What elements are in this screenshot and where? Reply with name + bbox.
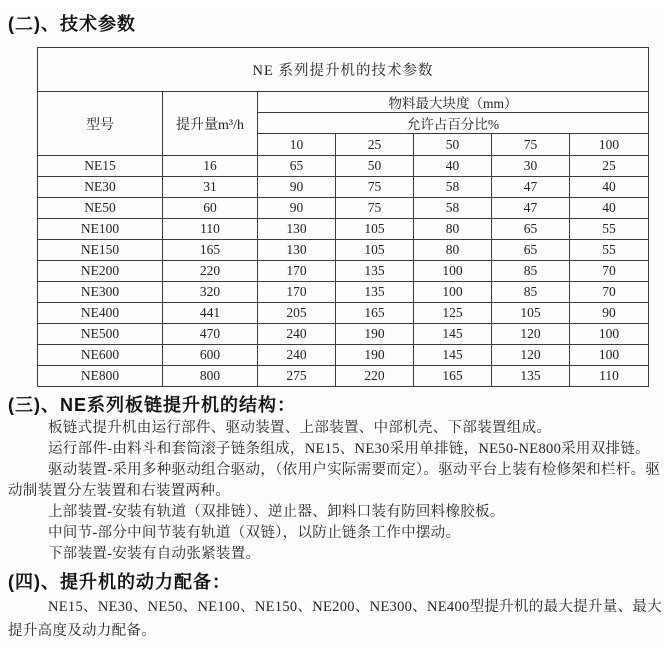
percent-cell: 80 [414,240,492,261]
column-header-model: 型号 [38,92,163,156]
percent-cell: 80 [414,219,492,240]
paragraph-line: 驱动装置-采用多种驱动组合驱动，（依用户实际需要而定）。驱动平台上装有检修架和栏杆。驱 [48,462,661,478]
percent-cell: 58 [414,177,492,198]
percent-cell: 40 [570,198,649,219]
paragraph-line: 板链式提升机由运行部件、驱动装置、上部装置、中部机壳、下部装置组成。 [48,420,552,436]
column-group-header-lump-size: 物料最大块度（mm） [258,92,649,113]
model-cell: NE400 [38,303,163,324]
section-3-structure [8,394,661,565]
percent-cell: 58 [414,198,492,219]
model-cell: NE800 [38,366,163,387]
table-header-row-1 [38,92,649,113]
percent-cell: 120 [492,345,570,366]
percent-cell: 100 [570,324,649,345]
percent-cell: 65 [492,240,570,261]
percent-cell: 70 [570,261,649,282]
table-row [38,240,649,261]
percent-cell: 85 [492,261,570,282]
percent-cell: 90 [570,303,649,324]
percent-cell: 165 [414,366,492,387]
paragraph-line: 中间节-部分中间节装有轨道（双链），以防止链条工作中摆动。 [48,525,461,541]
percent-cell: 47 [492,198,570,219]
percent-cell: 75 [336,177,414,198]
capacity-cell: 441 [163,303,258,324]
percent-cell: 70 [570,282,649,303]
percent-cell: 100 [414,261,492,282]
model-cell: NE15 [38,156,163,177]
section-2-heading: (二)、技术参数 [8,14,136,34]
percent-cell: 145 [414,324,492,345]
capacity-cell: 16 [163,156,258,177]
percent-cell: 65 [492,219,570,240]
percent-cell: 25 [570,156,649,177]
percent-cell: 90 [258,198,336,219]
percent-cell: 275 [258,366,336,387]
percent-cell: 170 [258,261,336,282]
percent-cell: 85 [492,282,570,303]
column-header-capacity: 提升量m³/h [163,92,258,156]
section-4-power [8,571,662,643]
percent-cell: 135 [336,261,414,282]
percent-cell: 105 [492,303,570,324]
table-row [38,345,649,366]
model-cell: NE150 [38,240,163,261]
capacity-cell: 800 [163,366,258,387]
percent-cell: 30 [492,156,570,177]
percent-cell: 55 [570,219,649,240]
capacity-cell: 110 [163,219,258,240]
capacity-cell: 220 [163,261,258,282]
paragraph-line: NE15、NE30、NE50、NE100、NE150、NE200、NE300、NE400型提升机的最大提升量、最大 [48,599,662,615]
percent-cell: 65 [258,156,336,177]
percent-cell: 105 [336,240,414,261]
paragraph-line: 提升高度及动力配备。 [8,623,156,639]
percent-cell: 135 [492,366,570,387]
capacity-cell: 600 [163,345,258,366]
size-col-header: 50 [414,134,492,156]
table-row [38,177,649,198]
percent-cell: 50 [336,156,414,177]
percent-cell: 105 [336,219,414,240]
percent-cell: 190 [336,345,414,366]
percent-cell: 170 [258,282,336,303]
document-page [0,10,666,646]
section-4-heading: (四)、提升机的动力配备： [8,572,231,592]
table-row [38,156,649,177]
percent-cell: 110 [570,366,649,387]
percent-cell: 240 [258,345,336,366]
size-col-header: 25 [336,134,414,156]
capacity-cell: 470 [163,324,258,345]
table-row [38,366,649,387]
percent-cell: 130 [258,219,336,240]
percent-cell: 135 [336,282,414,303]
percent-cell: 165 [336,303,414,324]
percent-cell: 190 [336,324,414,345]
paragraph-line: 运行部件-由料斗和套筒滚子链条组成，NE15、NE30采用单排链，NE50-NE800采用双排链。 [48,441,650,457]
percent-cell: 75 [336,198,414,219]
model-cell: NE600 [38,345,163,366]
percent-cell: 125 [414,303,492,324]
paragraph-line: 上部装置-安装有轨道（双排链）、逆止器、卸料口装有防回料橡胶板。 [48,504,505,520]
size-col-header: 10 [258,134,336,156]
model-cell: NE500 [38,324,163,345]
percent-cell: 40 [570,177,649,198]
percent-cell: 145 [414,345,492,366]
technical-parameters-table [37,47,649,387]
table-row [38,261,649,282]
table-row [38,324,649,345]
percent-cell: 220 [336,366,414,387]
model-cell: NE50 [38,198,163,219]
percent-cell: 120 [492,324,570,345]
capacity-cell: 165 [163,240,258,261]
table-row [38,198,649,219]
percent-cell: 40 [414,156,492,177]
section-3-heading: (三)、NE系列板链提升机的结构： [8,395,296,415]
size-col-header: 75 [492,134,570,156]
percent-cell: 100 [570,345,649,366]
table-title: NE 系列提升机的技术参数 [38,48,649,92]
size-col-header: 100 [570,134,649,156]
percent-cell: 47 [492,177,570,198]
capacity-cell: 31 [163,177,258,198]
column-subheader-percent: 允许占百分比% [258,113,649,134]
percent-cell: 240 [258,324,336,345]
model-cell: NE100 [38,219,163,240]
table-title-row [38,48,649,92]
table-row [38,282,649,303]
model-cell: NE30 [38,177,163,198]
paragraph-line: 下部装置-安装有自动张紧装置。 [48,546,261,562]
percent-cell: 130 [258,240,336,261]
capacity-cell: 320 [163,282,258,303]
paragraph-line: 动制装置分左装置和右装置两种。 [8,483,230,499]
model-cell: NE300 [38,282,163,303]
table-row [38,219,649,240]
table-row [38,303,649,324]
capacity-cell: 60 [163,198,258,219]
percent-cell: 100 [414,282,492,303]
percent-cell: 205 [258,303,336,324]
percent-cell: 90 [258,177,336,198]
model-cell: NE200 [38,261,163,282]
percent-cell: 55 [570,240,649,261]
